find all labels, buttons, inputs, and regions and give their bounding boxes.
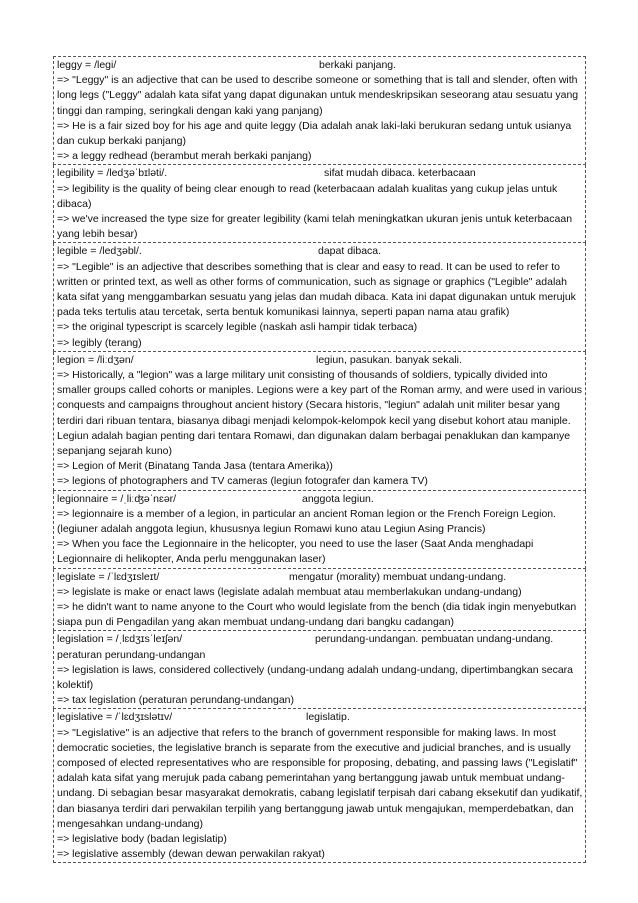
example-line: => "Legible" is an adjective that describes something that is clear and easy to read. It can be used to refer to written or printed text, as well as other forms of communication, such as signage or graphics ("Legible" adalah kata sifat yang menggambarkan sesuatu yang jelas dan mudah dibaca. Kata ini dapat digunakan untuk merujuk pada teks tertulis atau tercetak, serta bentuk komunikasi lainnya, seperti papan nama atau grafik) — [57, 260, 576, 319]
headword: leggy = /legi/ — [57, 59, 117, 71]
translation: dapat dibaca. — [318, 245, 382, 258]
dictionary-entry — [53, 569, 586, 632]
example-line: => He is a fair sized boy for his age and quite leggy (Dia adalah anak laki-laki berukuran sedang untuk usianya dan cukup berkaki panjang) — [57, 119, 572, 147]
example-line: => "Leggy" is an adjective that can be used to describe someone or something that is tall and slender, often with long legs ("Leggy" adalah kata sifat yang dapat digunakan untuk mendeskripsikan seseorang atau sesuatu yang tinggi dan ramping, seringkali dengan kaki yang panjang) — [57, 74, 579, 117]
example-line: => "Legislative" is an adjective that refers to the branch of government responsible for making laws. In most democratic societies, the legislative branch is separate from the executive and judicial branches, and is usually composed of elected representatives who are responsible for proposing, debating, and passing laws ("Legislatif" adalah kata sifat yang merujuk pada cabang pemerintahan yang bertanggung jawab untuk membuat undang-undang. Di sebagian besar masyarakat demokratis, cabang legislatif terpisah dari cabang eksekutif dan yudikatif, dan biasanya terdiri dari perwakilan terpilih yang bertanggung jawab untuk mengajukan, memperdebatkan, dan mengesahkan undang-undang) — [57, 726, 583, 830]
example-line: => legislative body (badan legislatip) — [57, 833, 227, 846]
example-line: peraturan perundang-undangan — [57, 648, 206, 661]
dictionary-entry — [53, 56, 586, 165]
example-line: => When you face the Legionnaire in the helicopter, you need to use the laser (Saat Anda menghadapi Legionnaire di helikopter, Anda perlu menggunakan laser) — [57, 538, 534, 566]
translation: perundang-undangan. pembuatan undang-undang. — [315, 633, 554, 646]
example-line: => legions of photographers and TV cameras (legiun fotografer dan kamera TV) — [57, 475, 428, 488]
example-line: => he didn't want to name anyone to the Court who would legislate from the bench (dia tidak ingin menyebutkan siapa pun di Pengadilan yang akan membuat undang-undang dari bangku cadangan) — [57, 601, 577, 629]
headword: legible = /ledʒəbl/. — [57, 245, 142, 258]
example-line: => legislate is make or enact laws (legislate adalah membuat atau memberlakukan undang-undang) — [57, 585, 522, 598]
example-line: => Historically, a "legion" was a large military unit consisting of thousands of soldiers, typically divided into smaller groups called cohorts or maniples. Legions were a key part of the Roman army, and were used in various conquests and campaigns throughout ancient history (Secara historis, "legiun" adalah unit militer besar yang terdiri dari ribuan tentara, biasanya dibagi menjadi kelompok-kelompok kecil yang disebut kohort atau maniple. Legiun adalah bagian penting dari tentara Romawi, dan digunakan dalam berbagai penaklukan dan kampanye sepanjang sejarah kuno) — [57, 369, 583, 458]
translation: legislatip. — [306, 711, 350, 724]
example-line: => Legion of Merit (Binatang Tanda Jasa (tentara Amerika)) — [57, 460, 333, 473]
translation: legiun, pasukan. banyak sekali. — [316, 353, 462, 366]
dictionary-document — [53, 56, 586, 863]
headword: legislate = /ˈlɛdʒɪsleɪt/ — [57, 570, 160, 583]
entry-header — [57, 58, 583, 73]
example-line: => legibly (terang) — [57, 336, 142, 349]
entry-header — [57, 632, 583, 647]
example-line: => legionnaire is a member of a legion, in particular an ancient Roman legion or the French Foreign Legion. (legiuner adalah anggota legiun, khususnya legiun Romawi kuno atau Legiun Asing Prancis) — [57, 507, 557, 536]
dictionary-entry — [53, 165, 586, 243]
example-line: => the original typescript is scarcely legible (naskah asli hampir tidak terbaca) — [57, 321, 418, 334]
example-line: => a leggy redhead (berambut merah berkaki panjang) — [57, 150, 312, 163]
entry-header — [57, 353, 583, 368]
dictionary-entry — [53, 491, 586, 569]
example-line: => legislative assembly (dewan dewan perwakilan rakyat) — [57, 848, 325, 861]
example-line: => legislation is laws, considered collectively (undang-undang adalah undang-undang, dipertimbangkan secara kolektif) — [57, 663, 574, 692]
headword: legislative = /ˈlɛdʒɪslətɪv/ — [57, 711, 173, 724]
entry-header — [57, 570, 583, 585]
translation: anggota legiun. — [302, 492, 374, 505]
example-line: => tax legislation (peraturan perundang-undangan) — [57, 694, 295, 707]
entry-header — [57, 492, 583, 507]
translation: berkaki panjang. — [319, 59, 397, 71]
translation: sifat mudah dibaca. keterbacaan — [324, 167, 476, 180]
dictionary-entry — [53, 709, 586, 863]
entry-header — [57, 710, 583, 725]
dictionary-entry — [53, 352, 586, 491]
headword: legion = /liːdʒən/ — [57, 353, 134, 366]
translation: mengatur (morality) membuat undang-undang. — [289, 570, 507, 583]
headword: legislation = /ˌlɛdʒɪsˈleɪʃən/ — [57, 633, 183, 646]
headword: legibility = /ledʒəˈbɪləti/. — [57, 167, 168, 180]
dictionary-entry — [53, 243, 586, 351]
headword: legionnaire = /ˌliːʤəˈnɛər/ — [57, 492, 177, 505]
entry-header — [57, 244, 583, 259]
dictionary-entry — [53, 631, 586, 709]
example-line: => legibility is the quality of being clear enough to read (keterbacaan adalah kualitas yang cukup jelas untuk dibaca) — [57, 182, 558, 210]
entry-header — [57, 166, 583, 181]
example-line: => we've increased the type size for greater legibility (kami telah meningkatkan ukuran jenis untuk keterbacaan yang lebih besar) — [57, 213, 573, 241]
